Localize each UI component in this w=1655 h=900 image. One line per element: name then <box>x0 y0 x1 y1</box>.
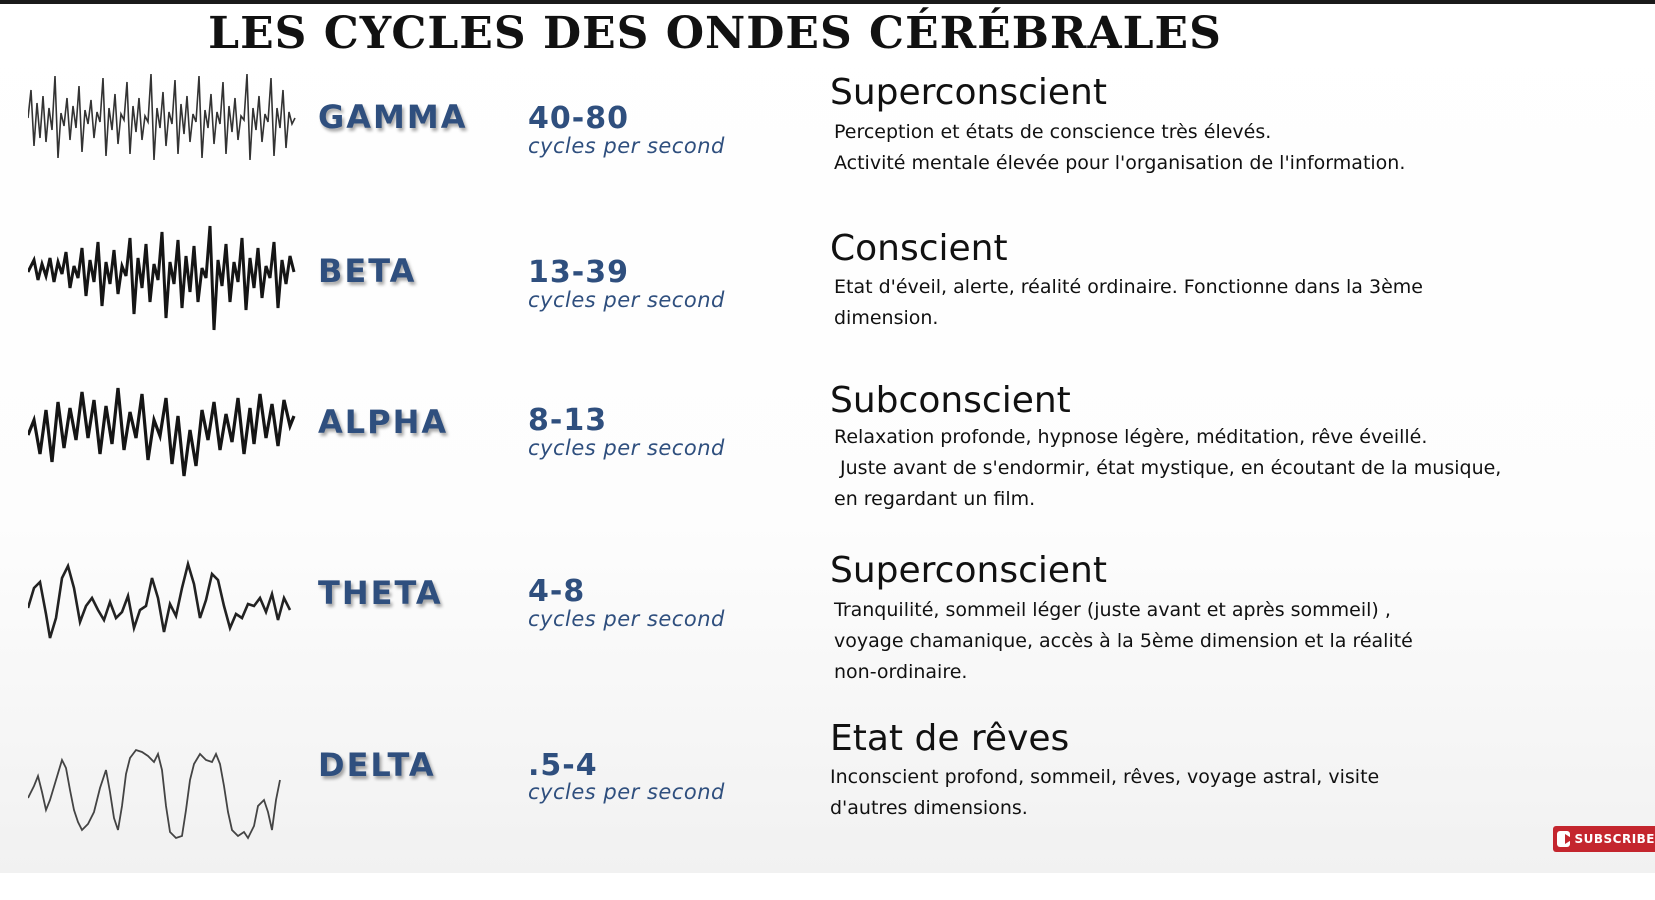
description-line: d'autres dimensions. <box>830 797 1028 819</box>
band-state: Etat de rêves <box>830 718 1070 759</box>
description-line: Tranquilité, sommeil léger (juste avant et après sommeil) , <box>834 599 1391 621</box>
subscribe-button[interactable] <box>1553 826 1655 852</box>
band-frequency: 4-8 <box>528 574 586 609</box>
page-title: LES CYCLES DES ONDES CÉRÉBRALES <box>208 8 1222 59</box>
band-row-theta <box>0 550 1655 718</box>
description-line: voyage chamanique, accès à la 5ème dimension et la réalité <box>834 630 1413 652</box>
description-line: dimension. <box>834 307 939 329</box>
theta-wave-icon <box>28 558 298 658</box>
band-description <box>834 272 1423 334</box>
frequency-unit: cycles per second <box>528 607 725 631</box>
band-frequency: 40-80 <box>528 101 629 136</box>
band-state: Subconscient <box>830 380 1071 421</box>
description-line: Juste avant de s'endormir, état mystique, en écoutant de la musique, <box>834 457 1502 479</box>
band-frequency: .5-4 <box>528 748 598 783</box>
band-name: DELTA <box>318 746 436 784</box>
band-description <box>834 422 1501 515</box>
description-line: Perception et états de conscience très élevés. <box>834 121 1272 143</box>
gamma-wave-icon <box>28 68 298 168</box>
band-row-gamma <box>0 68 1655 228</box>
frequency-unit: cycles per second <box>528 288 725 312</box>
band-name: THETA <box>318 574 443 612</box>
band-row-delta <box>0 718 1655 900</box>
delta-wave-icon <box>28 740 298 860</box>
band-frequency: 13-39 <box>528 255 629 290</box>
band-state: Superconscient <box>830 72 1107 113</box>
band-name: GAMMA <box>318 98 468 136</box>
band-state: Conscient <box>830 228 1008 269</box>
band-frequency: 8-13 <box>528 403 608 438</box>
band-description <box>834 117 1405 179</box>
band-state: Superconscient <box>830 550 1107 591</box>
band-description <box>830 762 1379 824</box>
band-name: ALPHA <box>318 403 449 441</box>
beta-wave-icon <box>28 222 298 337</box>
description-line: en regardant un film. <box>834 488 1036 510</box>
youtube-play-icon <box>1557 831 1570 847</box>
alpha-wave-icon <box>28 380 298 490</box>
description-line: Inconscient profond, sommeil, rêves, voyage astral, visite <box>830 766 1380 788</box>
band-row-alpha <box>0 380 1655 540</box>
description-line: Activité mentale élevée pour l'organisation de l'information. <box>834 152 1406 174</box>
frequency-unit: cycles per second <box>528 134 725 158</box>
description-line: Relaxation profonde, hypnose légère, méditation, rêve éveillé. <box>834 426 1428 448</box>
subscribe-label: SUBSCRIBE <box>1574 832 1655 846</box>
top-border <box>0 0 1655 4</box>
band-description <box>834 595 1413 688</box>
description-line: non-ordinaire. <box>834 661 968 683</box>
frequency-unit: cycles per second <box>528 436 725 460</box>
band-name: BETA <box>318 252 417 290</box>
description-line: Etat d'éveil, alerte, réalité ordinaire. Fonctionne dans la 3ème <box>834 276 1423 298</box>
band-row-beta <box>0 222 1655 382</box>
frequency-unit: cycles per second <box>528 780 725 804</box>
